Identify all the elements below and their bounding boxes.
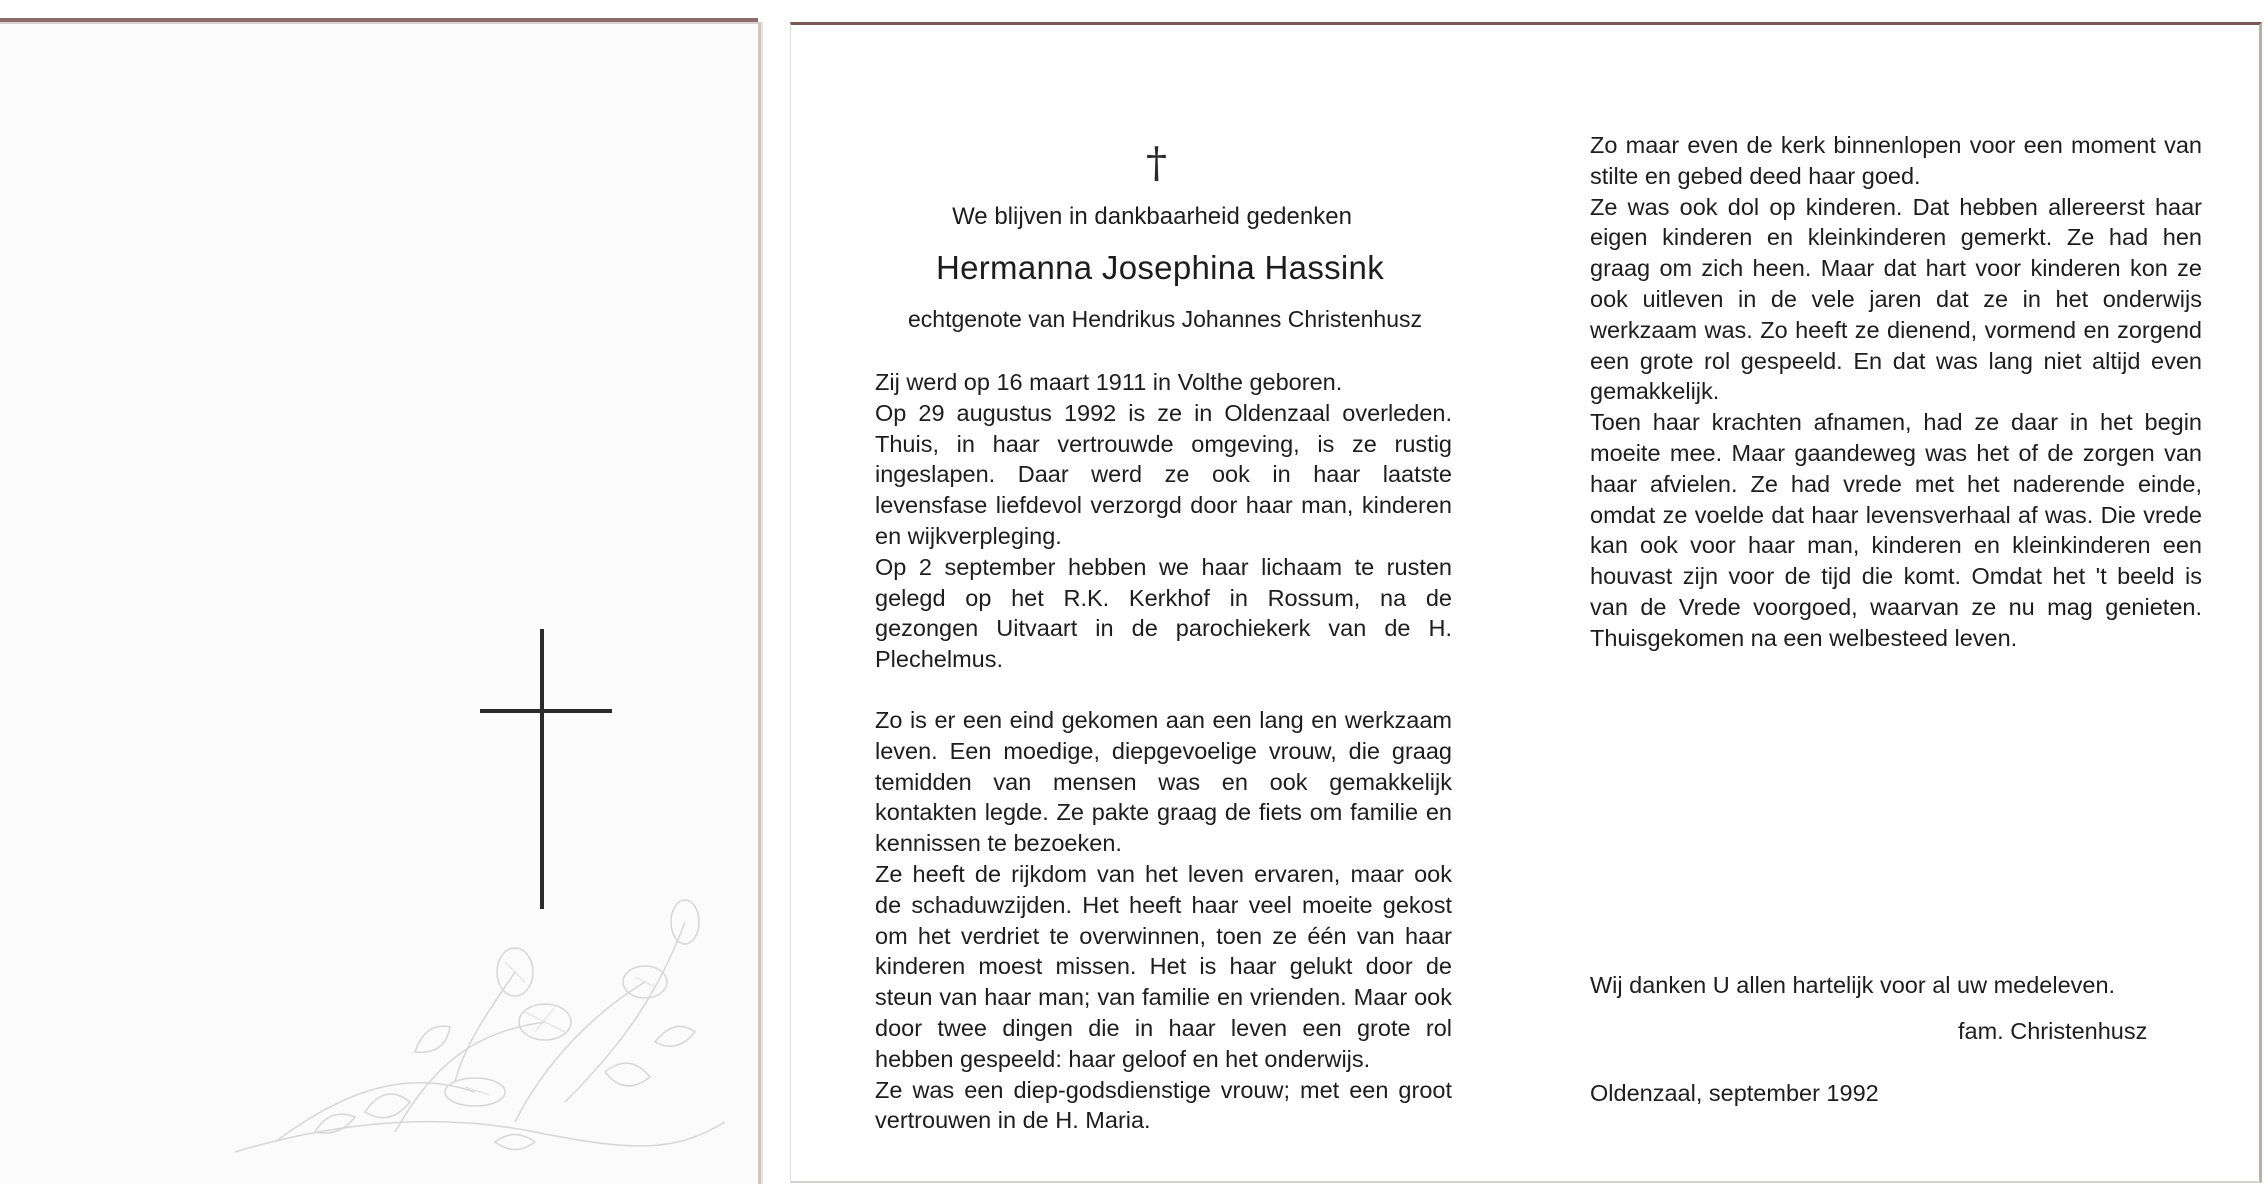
place-date: Oldenzaal, september 1992	[1590, 1080, 1879, 1106]
card-front	[0, 22, 761, 1184]
small-cross-icon: †	[1146, 138, 1167, 187]
thanks-line: Wij danken U allen hartelijk voor al uw medeleven.	[1590, 972, 2116, 998]
right-column-text	[1590, 130, 2202, 654]
paragraph-peace: Toen haar krachten afnamen, had ze daar in het begin moeite mee. Maar gaandeweg was het of de zorgen van haar afvielen. Ze had vrede met het naderende einde, omdat ze voelde dat haar levensverhaal af was. Die vrede kan ook voor haar man, kinderen en kleinkinderen een houvast zijn voor de tijd die komt. Omdat het 't beeld is van de Vrede voorgoed, waarvan ze nu mag genieten. Thuisgekomen na een welbesteed leven.	[1590, 409, 2202, 651]
paragraph-life: Zo is er een eind gekomen aan een lang en werkzaam leven. Een moedige, diepgevoelige vrouw, die graag temidden van mensen was en ook gemakkelijk kontakten legde. Ze pakte graag de fiets om familie en kennissen te bezoeken.	[875, 706, 1452, 857]
intro-line: We blijven in dankbaarheid gedenken	[952, 203, 1352, 230]
spouse-line: echtgenote van Hendrikus Johannes Christenhusz	[908, 306, 1422, 332]
paragraph-faith: Ze was een diep-godsdienstige vrouw; met een groot vertrouwen in de H. Maria.	[875, 1076, 1452, 1134]
card-front-edge	[0, 18, 758, 22]
paragraph-children: Ze was ook dol op kinderen. Dat hebben allereerst haar eigen kinderen en kleinkinderen gemerkt. Ze had hen graag om zich heen. Maar dat hart voor kinderen kon ze ook uitleven in de vele jaren dat ze in het onderwijs werkzaam was. Zo heeft ze dienend, vormend en zorgend een grote rol gespeeld. En dat was lang niet altijd even gemakkelijk.	[1590, 193, 2202, 405]
paragraph-death: Op 29 augustus 1992 is ze in Oldenzaal overleden. Thuis, in haar vertrouwde omgeving, is ze rustig ingeslapen. Daar werd ze ook in haar laatste levensfase liefdevol verzorgd door haar man, kinderen en wijkverpleging.	[875, 399, 1452, 549]
left-column-text	[875, 367, 1452, 1136]
floral-sketch-icon	[215, 882, 735, 1172]
paragraph-wealth: Ze heeft de rijkdom van het leven ervaren, maar ook de schaduwzijden. Het heeft haar veel moeite gekost om het verdriet te overwinnen, toen ze één van haar kinderen moest missen. Het is haar gelukt door de steun van haar man; van familie en vrienden. Maar ook door twee dingen die in haar leven een grote rol hebben gespeeld: haar geloof en het onderwijs.	[875, 860, 1452, 1072]
paragraph-church: Zo maar even de kerk binnenlopen voor een moment van stilte en gebed deed haar goed.	[1590, 132, 2202, 189]
paragraph-birth: Zij werd op 16 maart 1911 in Volthe geboren.	[875, 369, 1343, 395]
paragraph-burial: Op 2 september hebben we haar lichaam te rusten gelegd op het R.K. Kerkhof in Rossum, na de gezongen Uitvaart in de parochiekerk van de H. Plechelmus.	[875, 553, 1452, 673]
latin-cross-icon	[480, 629, 612, 909]
deceased-name: Hermanna Josephina Hassink	[935, 249, 1385, 286]
family-signature: fam. Christenhusz	[1958, 1018, 2148, 1044]
